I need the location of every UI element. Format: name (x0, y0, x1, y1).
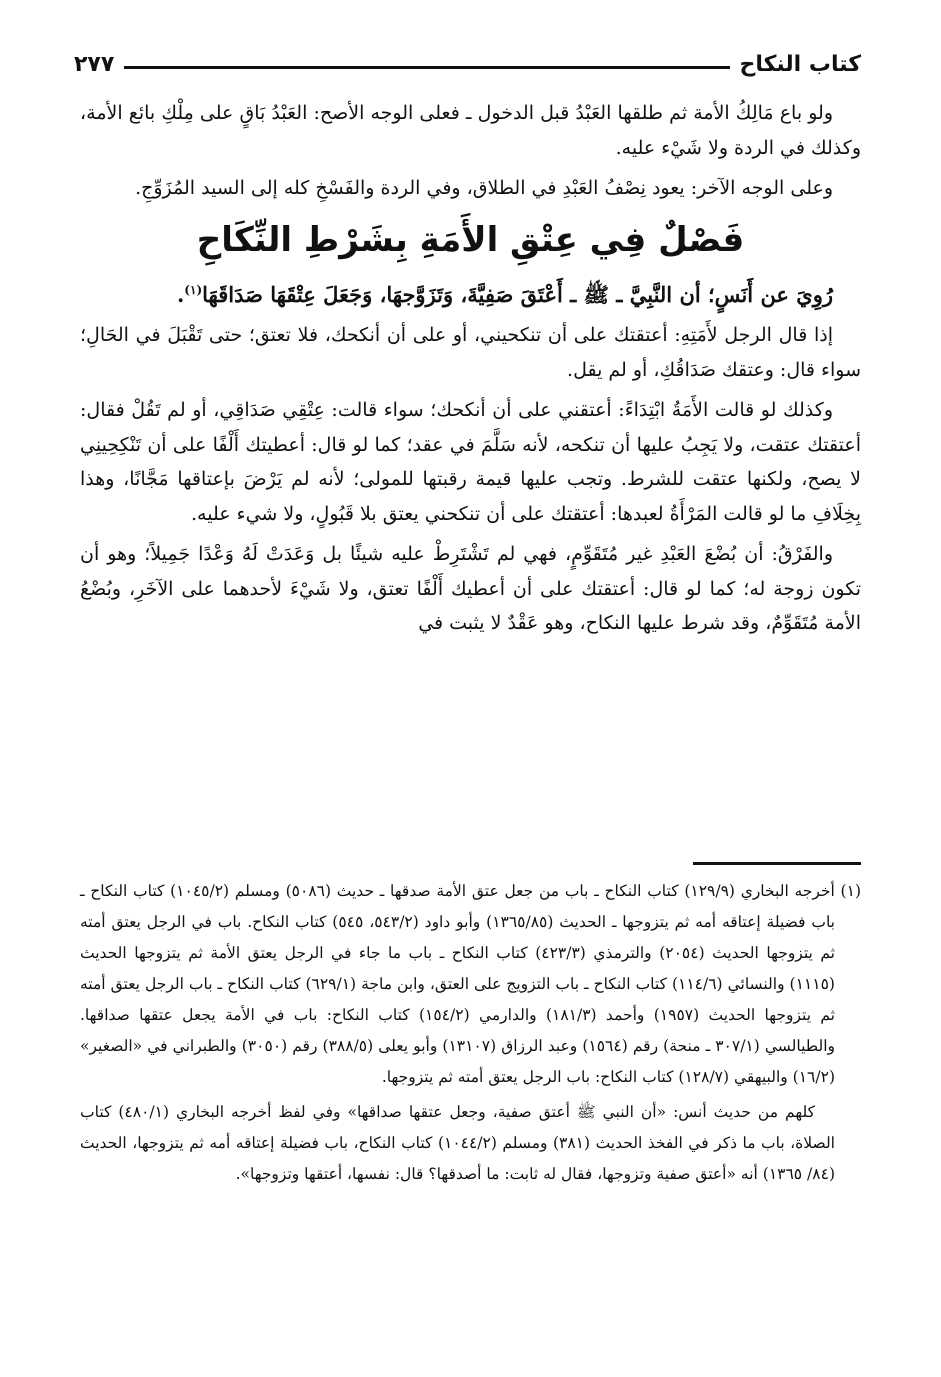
paragraph-5: والفَرْقُ: أن بُضْعَ العَبْدِ غير مُتَقَوِّمٍ، فهي لم تَشْتَرِطْ عليه شيئًا بل وَعَدَتْ لَهُ وَعْدًا جَمِيلاً؛ وهو أن تكون زوجة له؛ كما لو قال: أعتقتك على أن أعطيك أَلْفًا تعتق، ولا شَيْءَ لأحدهما على الآخَرِ، وبُضْعُ الأمة مُتَقَوِّمٌ، وقد شرط عليها النكاح، وهو عَقْدٌ لا يثبت في (80, 543, 861, 634)
chapter-title: كتاب النكاح (739, 51, 861, 77)
footnote-reference: (١) (184, 282, 203, 297)
paragraph-2: وعلى الوجه الآخر: يعود نِصْفُ العَبْدِ في الطلاق، وفي الردة والفَسْخِ كله إلى السيد المُزَوِّجِ. (135, 177, 833, 199)
section-heading: فَصْلٌ فِي عِتْقِ الأَمَةِ بِشَرْطِ النِّكَاحِ (196, 219, 745, 260)
hadith-text: رُوِيَ عن أَنَسٍ؛ أن النَّبِيَّ ـ ﷺ ـ أَعْتَقَ صَفِيَّةَ، وَتَزَوَّجهَا، وَجَعَلَ عِتْقَهَا صَدَاقَهَا (202, 281, 833, 307)
hadith-paragraph: رُوِيَ عن أَنَسٍ؛ أن النَّبِيَّ ـ ﷺ ـ أَعْتَقَ صَفِيَّةَ، وَتَزَوَّجهَا، وَجَعَلَ عِتْقَهَا صَدَاقَهَا$^{(١)}$. (176, 281, 833, 307)
footnotes (80, 876, 861, 1194)
running-header (74, 44, 861, 84)
footnote-1-continued: كلهم من حديث أنس: «أن النبي ﷺ أعتق صفية، وجعل عتقها صداقها» وفي لفظ أخرجه البخاري (٤٨٠/١) كتاب الصلاة، باب ما ذكر في الفخذ الحديث (٣٨١) ومسلم (١٠٤٤/٢) كتاب النكاح، باب فضيلة إعتاقه أمه ثم يتزوجها، الحديث (٨٤/ ١٣٦٥) أنه «أعتق صفية وتزوجها، فقال له ثابت: ما أصدقها؟ قال: نفسها، أعتقها وتزوجها». (80, 1103, 835, 1183)
paragraph-3: إذا قال الرجل لأَمَتِهِ: أعتقتك على أن تنكحيني، أو على أن أنكحك، فلا تعتق؛ حتى تَقْبَلَ في الحَالِ؛ سواء قال: وعتقك صَدَاقُكِ، أو لم يقل. (80, 324, 861, 381)
header-rule (124, 66, 729, 69)
paragraph-4: وكذلك لو قالت الأَمَةُ ابْتِدَاءً: أعتقني على أن أنكحك؛ سواء قالت: عِتْقِي صَدَاقِي، أو لم تَقُلْ فقال: أعتقتك عتقت، ولا يَجِبُ عليها أن تنكحه، لأنه سَلَّمَ في عقد؛ كما لو قال: أعطيتك أَلْفًا على أن تَنْكِحِينِي لا يصح، ولكنها عتقت للشرط. وتجب عليها قيمة رقبتها للمولى؛ لأنه لم يَرْضَ بإعتاقها مَجَّانًا، وهذا بِخِلَافِ ما لو قالت المَرْأَةُ لعبدها: أعتقتك على أن تنكحني يعتق بلا قَبُولٍ، ولا شيء عليه. (80, 399, 861, 525)
footnote-rule (693, 862, 861, 865)
main-text (80, 96, 861, 647)
paragraph-1: ولو باع مَالِكُ الأمة ثم طلقها العَبْدُ قبل الدخول ـ فعلى الوجه الأصح: العَبْدُ بَاقٍ على مِلْكِ بائع الأمة، وكذلك في الردة ولا شَيْء عليه. (80, 102, 861, 159)
page-number: ٢٧٧ (74, 51, 115, 77)
footnote-1: (١) أخرجه البخاري (١٢٩/٩) كتاب النكاح ـ باب من جعل عتق الأمة صدقها ـ حديث (٥٠٨٦) ومسلم (١٠٤٥/٢) كتاب النكاح ـ باب فضيلة إعتاقه أمه ثم يتزوجها ـ الحديث (١٣٦٥/٨٥) وأبو داود (٥٤٣/٢، ٥٤٥) كتاب النكاح. باب في الرجل يعتق أمته ثم يتزوجها الحديث (٢٠٥٤) والترمذي (٤٢٣/٣) كتاب النكاح ـ باب ما جاء في الرجل يعتق الأمة ثم يتزوجها الحديث (١١١٥) والنسائي (١١٤/٦) كتاب النكاح ـ باب التزويج على العتق، وابن ماجة (٦٢٩/١) كتاب النكاح ـ باب الرجل يعتق أمته ثم يتزوجها الحديث (١٩٥٧) وأحمد (١٨١/٣) والدارمي (١٥٤/٢) كتاب النكاح: باب في الأمة يجعل عتقها صداقها. والطيالسي (٣٠٧/١ ـ منحة) رقم (١٥٦٤) وعبد الرزاق (١٣١٠٧) وأبو يعلى (٣٨٨/٥) رقم (٣٠٥٠) والطبراني في «الصغير» (١٦/٢) والبيهقي (١٢٨/٧) كتاب النكاح: باب الرجل يعتق أمته ثم يتزوجها. (80, 882, 861, 1086)
